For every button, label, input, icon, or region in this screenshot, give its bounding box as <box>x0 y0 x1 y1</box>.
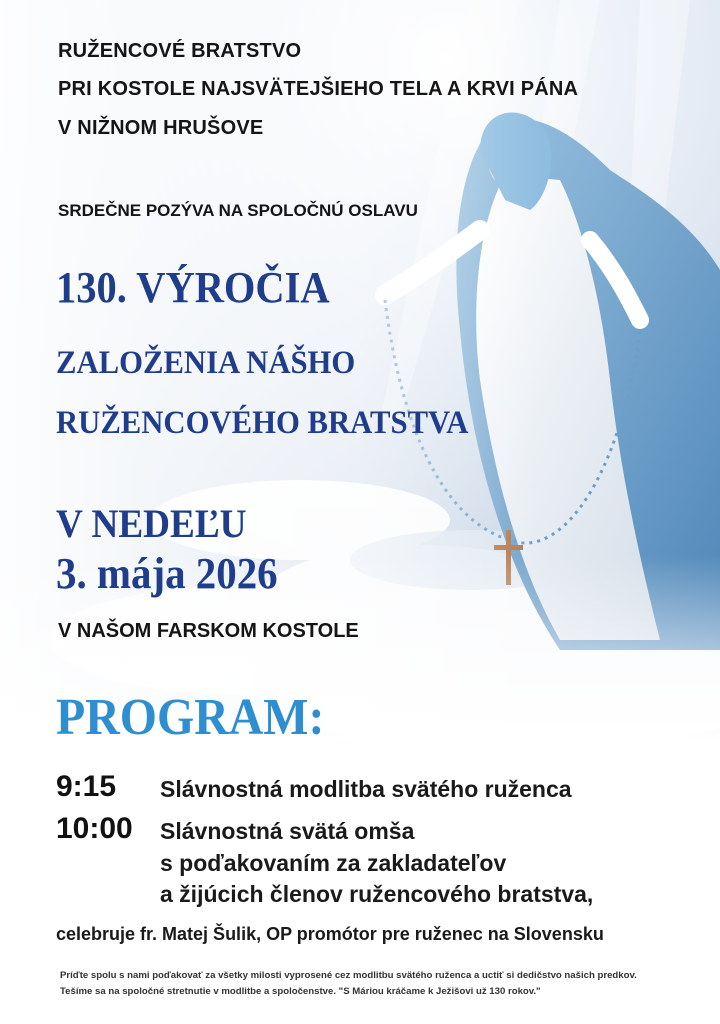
event-place: V NAŠOM FARSKOM KOSTOLE <box>58 620 359 642</box>
church-name: PRI KOSTOLE NAJSVÄTEJŠIEHO TELA A KRVI PÁNA <box>58 78 579 100</box>
program-heading: PROGRAM: <box>56 689 325 746</box>
program-item-text: s poďakovaním za zakladateľov <box>160 850 507 876</box>
footer-note: Tešíme sa na spoločné stretnutie v modlitbe a spoločenstve. "S Máriou kráčame k Ježišovi už 130 rokov." <box>60 986 541 997</box>
program-time: 9:15 <box>56 770 117 803</box>
program-time: 10:00 <box>56 812 133 845</box>
town-name: V NIŽNOM HRUŠOVE <box>58 117 264 139</box>
footer-note: Príďte spolu s nami poďakovať za všetky milosti vyprosené cez modlitbu svätého ruženca a uctiť si dedičstvo našich predkov. <box>60 970 637 981</box>
event-day: V NEDEĽU <box>56 501 247 546</box>
anniversary-title: 130. VÝROČIA <box>56 263 330 312</box>
invitation-line: SRDEČNE POZÝVA NA SPOLOČNÚ OSLAVU <box>58 201 418 220</box>
celebrant-line: celebruje fr. Matej Šulik, OP promótor pre ruženec na Slovensku <box>56 924 604 944</box>
organizer-name: RUŽENCOVÉ BRATSTVO <box>58 40 302 62</box>
program-item-text: a žijúcich členov ružencového bratstva, <box>160 881 594 907</box>
program-item-text: Slávnostná modlitba svätého ruženca <box>160 776 572 802</box>
anniversary-subtitle-2: RUŽENCOVÉHO BRATSTVA <box>56 405 469 441</box>
program-item-text: Slávnostná svätá omša <box>160 818 415 844</box>
anniversary-subtitle-1: ZALOŽENIA NÁŠHO <box>56 345 356 381</box>
event-date: 3. mája 2026 <box>56 549 278 598</box>
